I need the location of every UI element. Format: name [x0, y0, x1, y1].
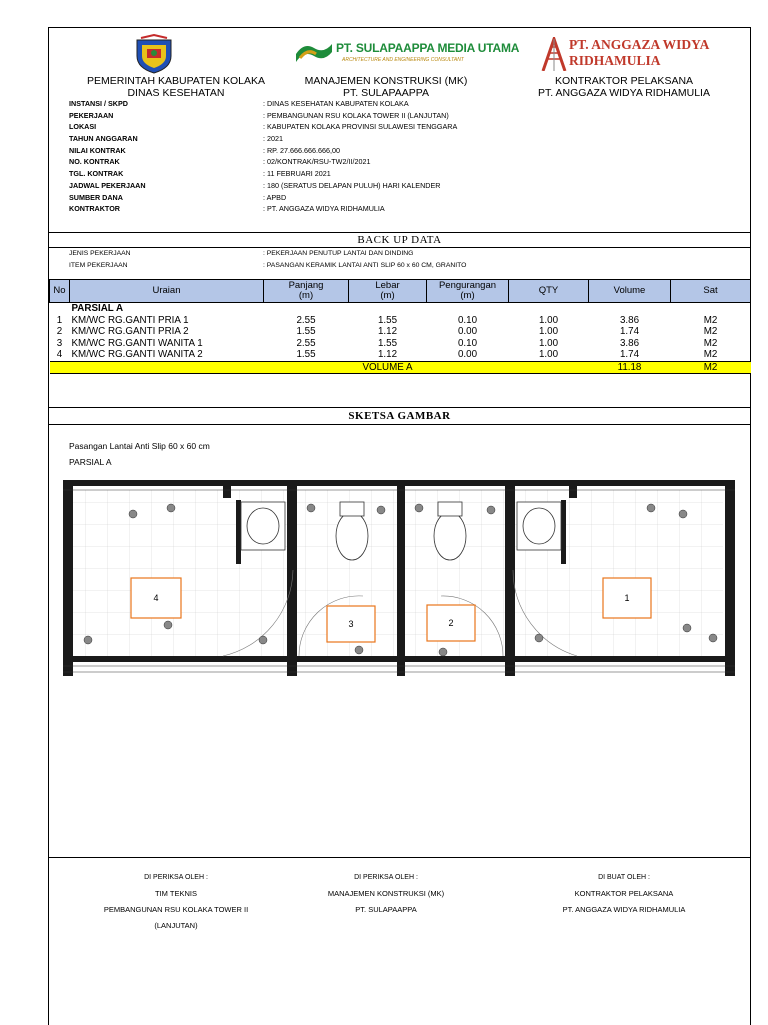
- header-center-line2: PT. SULAPAAPPA: [343, 87, 429, 99]
- col-uraian: Uraian: [70, 280, 264, 303]
- room-label-3: 3: [348, 619, 354, 629]
- col-no: No: [50, 280, 70, 303]
- sketch-caption: Pasangan Lantai Anti Slip 60 x 60 cm: [69, 441, 210, 451]
- cell-panjang: 2.55: [296, 337, 316, 349]
- cell-sat: M2: [703, 314, 718, 326]
- signature-block-3: [497, 870, 751, 918]
- cell-pengurangan: 0.00: [457, 349, 478, 361]
- table-row: [50, 315, 751, 327]
- col-panjang-unit: (m): [298, 290, 314, 301]
- kolaka-emblem-icon: [133, 34, 175, 74]
- anggaza-logo: [539, 35, 739, 75]
- col-lebar-label: Lebar: [375, 280, 400, 291]
- anggaza-logo-text-1: PT. ANGGAZA WIDYA: [569, 37, 710, 52]
- cell-lebar: 1.12: [377, 326, 398, 338]
- anggaza-logo-icon: [541, 37, 567, 71]
- sulapaappa-logo-subtext: ARCHITECTURE AND ENGINEERING CONSULTANT: [342, 57, 464, 63]
- cell-pengurangan: 0.10: [457, 314, 478, 326]
- info-value: : 02/KONTRAK/RSU-TW2/II/2021: [263, 157, 371, 167]
- signature-line1: MANAJEMEN KONSTRUKSI (MK): [327, 889, 445, 898]
- cell-uraian: KM/WC RG.GANTI PRIA 2: [71, 326, 189, 338]
- project-info: [69, 99, 749, 216]
- header-center: [259, 75, 513, 99]
- sketch-title-text: SKETSA GAMBAR: [348, 410, 451, 422]
- info-value: : DINAS KESEHATAN KABUPATEN KOLAKA: [263, 99, 409, 108]
- info-key: SUMBER DANA: [69, 192, 123, 202]
- cell-uraian: KM/WC RG.GANTI WANITA 1: [71, 337, 203, 349]
- signature-line3: (LANJUTAN): [154, 921, 198, 930]
- info-value: : 180 (SERATUS DELAPAN PULUH) HARI KALENDER: [263, 180, 441, 190]
- group-label: PARSIAL A: [71, 303, 124, 315]
- backup-table: [49, 279, 751, 374]
- info-value: : 2021: [263, 134, 283, 144]
- cell-qty: 1.00: [538, 349, 559, 361]
- backup-data-title: [49, 232, 750, 248]
- sketch-title: [49, 407, 750, 425]
- info-value: : APBD: [263, 192, 287, 202]
- info-row: [69, 193, 749, 205]
- info-row: [69, 134, 749, 146]
- info-key: NO. KONTRAK: [69, 157, 120, 167]
- header-right-line1: KONTRAKTOR PELAKSANA: [554, 75, 694, 87]
- work-value: : PEKERJAAN PENUTUP LANTAI DAN DINDING: [263, 250, 414, 257]
- backup-data-sheet: [48, 27, 751, 1025]
- info-row: [69, 122, 749, 134]
- info-row: [69, 157, 749, 169]
- header-right: [497, 75, 751, 99]
- col-panjang: [264, 280, 349, 303]
- sulapaappa-logo-text: PT. SULAPAAPPA MEDIA UTAMA: [336, 41, 520, 55]
- work-value: : PASANGAN KERAMIK LANTAI ANTI SLIP 60 x 60 CM, GRANITO: [263, 261, 467, 269]
- info-value: : KABUPATEN KOLAKA PROVINSI SULAWESI TENGGARA: [263, 122, 458, 132]
- cell-no: 2: [56, 326, 63, 338]
- sketch-caption-partial: PARSIAL A: [69, 457, 112, 467]
- cell-sat: M2: [703, 349, 718, 361]
- info-row: [69, 146, 749, 158]
- info-key: KONTRAKTOR: [69, 204, 120, 214]
- cell-panjang: 1.55: [296, 326, 316, 338]
- cell-no: 3: [56, 337, 63, 349]
- cell-sat: M2: [703, 326, 718, 338]
- signature-line1: KONTRAKTOR PELAKSANA: [574, 889, 674, 898]
- info-value: : PEMBANGUNAN RSU KOLAKA TOWER II (LANJUTAN): [263, 110, 449, 120]
- sulapaappa-logo: [294, 40, 520, 72]
- info-value: : 11 FEBRUARI 2021: [263, 169, 331, 179]
- info-row: [69, 181, 749, 193]
- cell-no: 4: [56, 349, 63, 361]
- cell-sat: M2: [703, 337, 718, 349]
- cell-pengurangan: 0.10: [457, 337, 478, 349]
- signature-block-2: [259, 870, 513, 918]
- cell-no: 1: [56, 314, 63, 326]
- info-row: [69, 111, 749, 123]
- header-left-line1: PEMERINTAH KABUPATEN KOLAKA: [87, 75, 265, 87]
- anggaza-logo-text-2: RIDHAMULIA: [569, 53, 661, 68]
- info-key: JADWAL PEKERJAAN: [69, 180, 146, 190]
- work-row: [69, 250, 749, 262]
- room-label-2: 2: [448, 618, 454, 628]
- col-volume: Volume: [589, 280, 671, 303]
- cell-volume: 3.86: [619, 337, 640, 349]
- cell-panjang: 2.55: [296, 314, 316, 326]
- col-sat: Sat: [671, 280, 751, 303]
- total-row: [50, 361, 751, 374]
- table-row: [50, 326, 751, 338]
- sulapaappa-logo-icon: [294, 42, 334, 66]
- work-row: [69, 262, 749, 274]
- cell-volume: 1.74: [619, 349, 640, 361]
- info-value: : RP. 27.666.666.666,00: [263, 145, 340, 155]
- info-key: TAHUN ANGGARAN: [69, 134, 138, 144]
- cell-qty: 1.00: [538, 314, 559, 326]
- work-key: JENIS PEKERJAAN: [69, 250, 131, 257]
- signature-caption: DI PERIKSA OLEH :: [354, 874, 418, 881]
- work-key: ITEM PEKERJAAN: [69, 261, 128, 269]
- cell-qty: 1.00: [538, 326, 559, 338]
- floor-plan-drawing: [63, 480, 735, 678]
- cell-qty: 1.00: [538, 337, 559, 349]
- col-pengurangan-label: Pengurangan: [438, 280, 497, 291]
- cell-lebar: 1.55: [377, 337, 398, 349]
- info-key: LOKASI: [69, 122, 97, 132]
- info-key: TGL. KONTRAK: [69, 169, 124, 179]
- header-right-line2: PT. ANGGAZA WIDYA RIDHAMULIA: [538, 87, 710, 99]
- info-key: INSTANSI / SKPD: [69, 99, 128, 108]
- col-lebar-unit: (m): [380, 290, 395, 301]
- header-center-line1: MANAJEMEN KONSTRUKSI (MK): [304, 75, 468, 87]
- col-lebar: [349, 280, 427, 303]
- signature-caption: DI BUAT OLEH :: [598, 874, 650, 881]
- cell-lebar: 1.12: [377, 349, 398, 361]
- total-volume: 11.18: [589, 361, 671, 374]
- group-row: [50, 303, 751, 315]
- cell-uraian: KM/WC RG.GANTI PRIA 1: [71, 314, 189, 326]
- table-header-row: [50, 280, 751, 303]
- cell-pengurangan: 0.00: [457, 326, 478, 338]
- backup-data-title-text: BACK UP DATA: [357, 234, 442, 246]
- room-label-4: 4: [153, 593, 159, 603]
- total-sat: M2: [671, 361, 751, 374]
- col-pengurangan-unit: (m): [460, 290, 475, 301]
- header-left-line2: DINAS KESEHATAN: [127, 87, 225, 99]
- work-info: [69, 250, 749, 273]
- col-qty: QTY: [509, 280, 589, 303]
- cell-panjang: 1.55: [296, 349, 316, 361]
- signature-divider: [49, 857, 750, 858]
- signature-line2: PT. ANGGAZA WIDYA RIDHAMULIA: [562, 905, 686, 914]
- info-key: NILAI KONTRAK: [69, 145, 126, 155]
- signature-line1: TIM TEKNIS: [155, 889, 197, 898]
- info-key: PEKERJAAN: [69, 110, 114, 120]
- cell-lebar: 1.55: [377, 314, 398, 326]
- info-row: [69, 99, 749, 111]
- total-label: VOLUME A: [349, 361, 427, 374]
- info-row: [69, 169, 749, 181]
- cell-uraian: KM/WC RG.GANTI WANITA 2: [71, 349, 203, 361]
- room-label-1: 1: [624, 593, 630, 603]
- col-pengurangan: [427, 280, 509, 303]
- signature-caption: DI PERIKSA OLEH :: [144, 874, 208, 881]
- cell-volume: 3.86: [619, 314, 640, 326]
- table-row: [50, 349, 751, 361]
- cell-volume: 1.74: [619, 326, 640, 338]
- table-row: [50, 338, 751, 350]
- col-panjang-label: Panjang: [288, 280, 324, 291]
- info-value: : PT. ANGGAZA WIDYA RIDHAMULIA: [263, 204, 385, 214]
- info-row: [69, 204, 749, 216]
- signature-line2: PEMBANGUNAN RSU KOLAKA TOWER II: [103, 905, 249, 914]
- signature-line2: PT. SULAPAAPPA: [355, 905, 417, 914]
